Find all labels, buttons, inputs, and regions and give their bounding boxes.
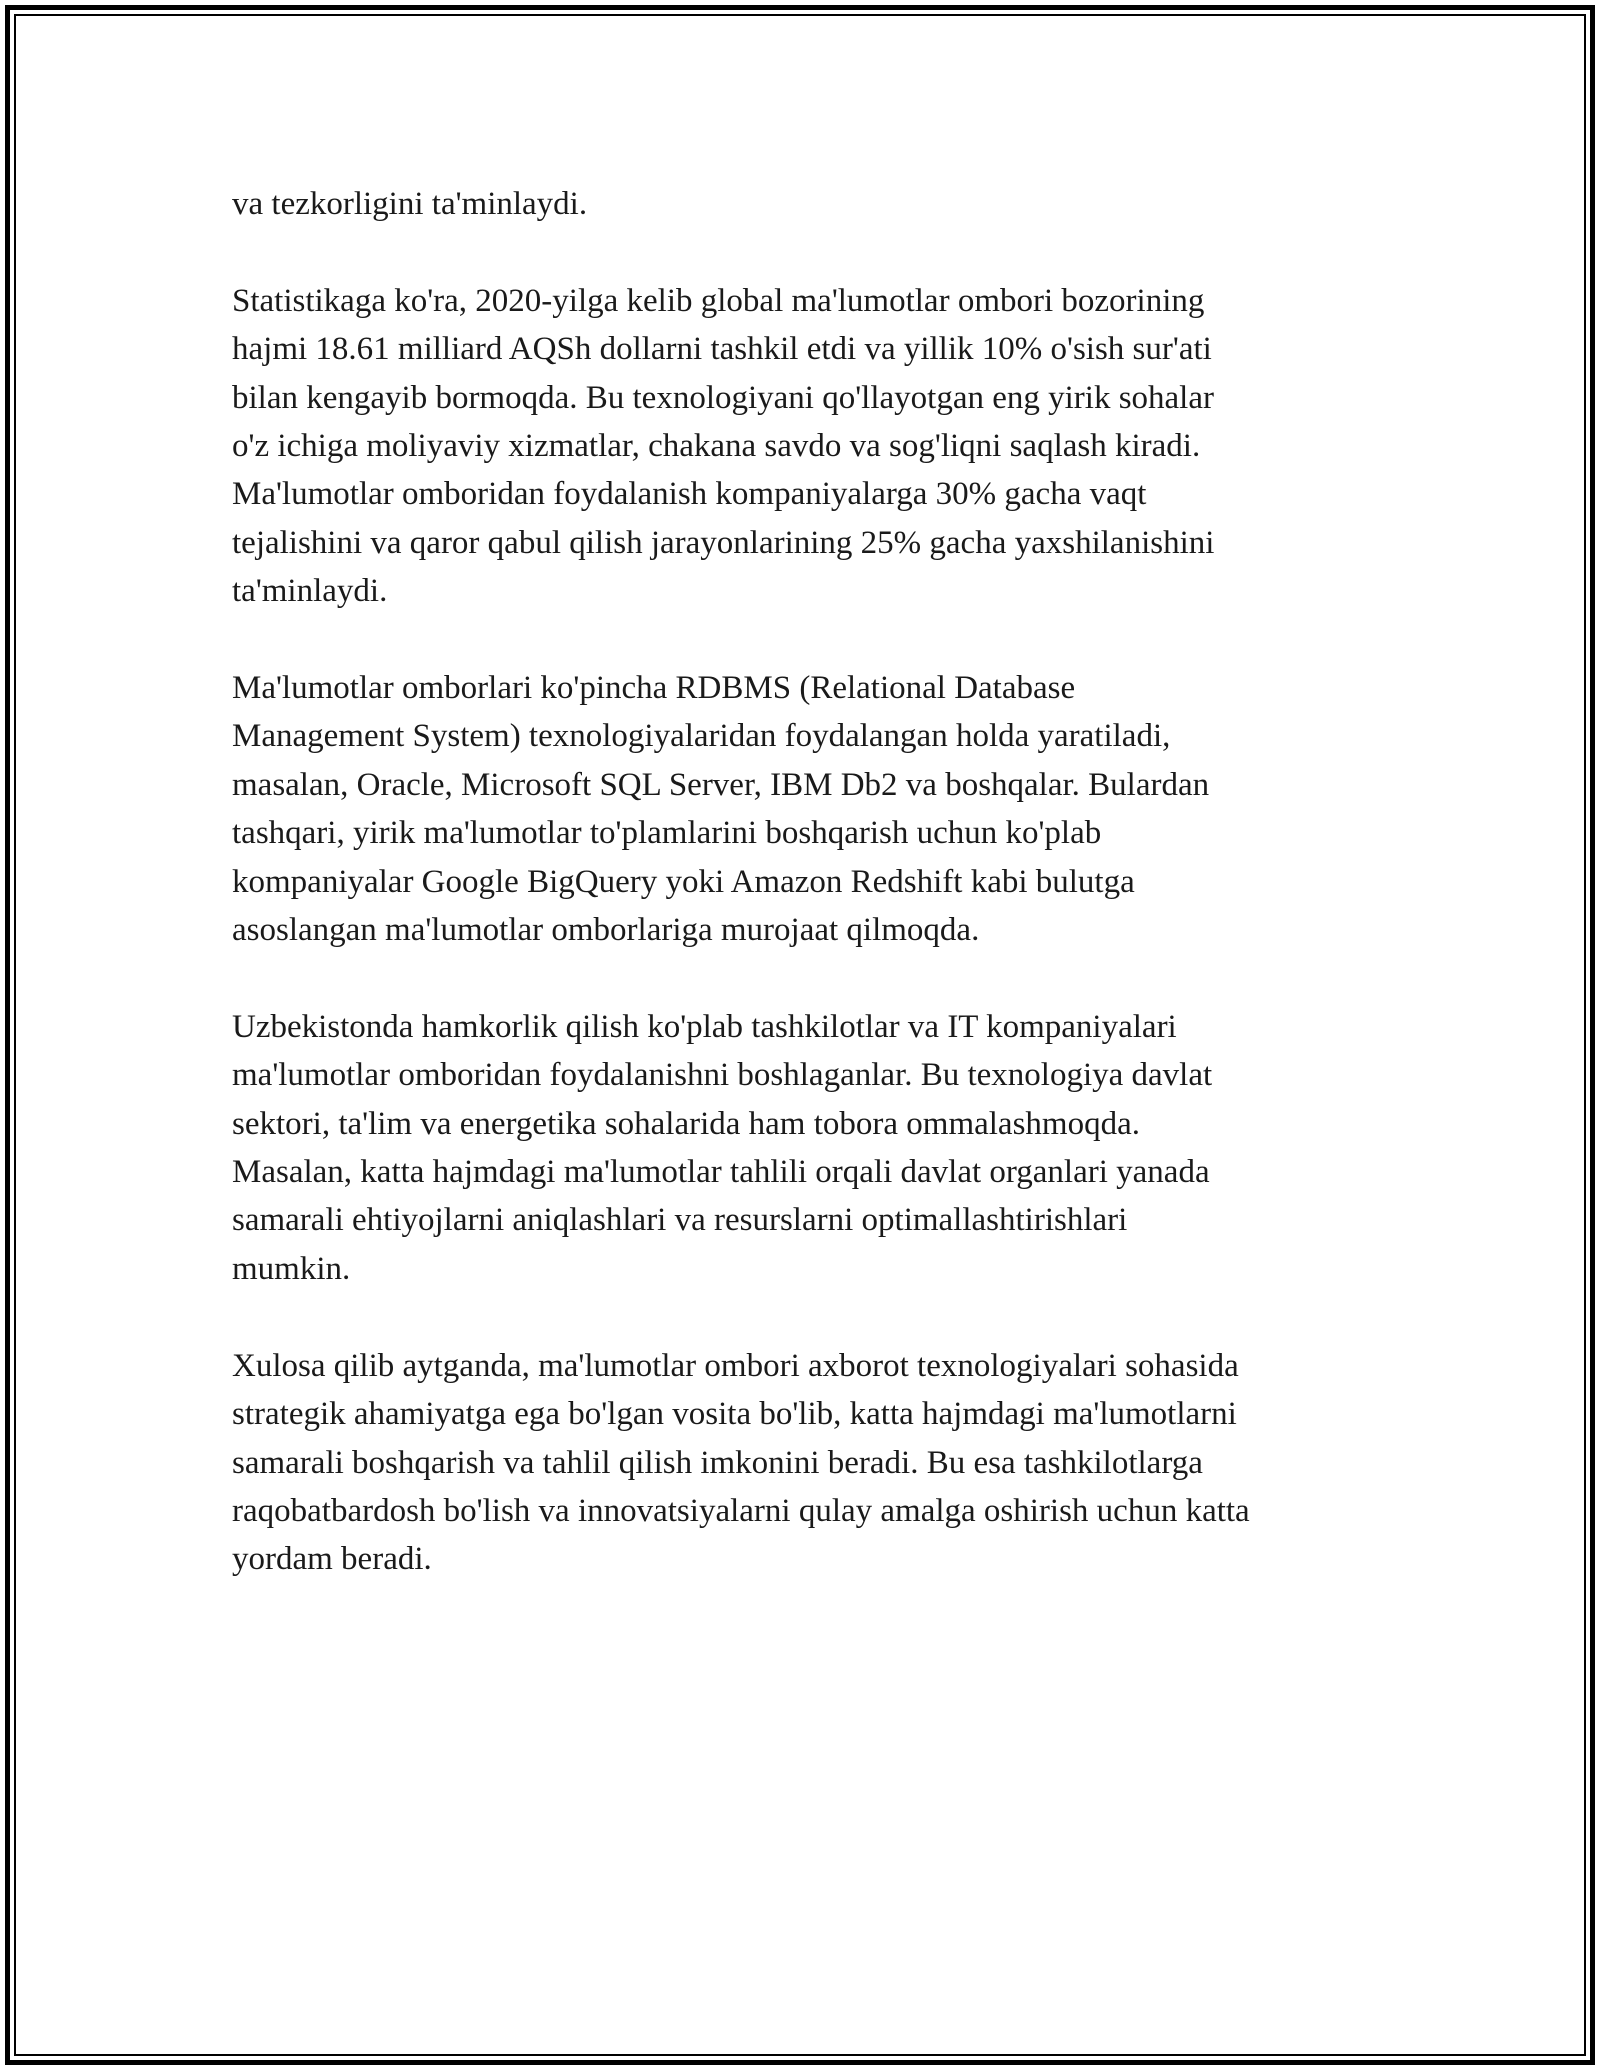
paragraph-statistics: Statistikaga ko'ra, 2020-yilga kelib global ma'lumotlar ombori bozorining hajmi 18.61 milliard AQSh dollarni tashkil etdi va yillik 10% o'sish sur'ati bilan kengayib bormoqda. Bu texnologiyani qo'llayotgan eng yirik sohalar o'z ichiga moliyaviy xizmatlar, chakana savdo va sog'liqni saqlash kiradi. Ma'lumotlar omboridan foydalanish kompaniyalarga 30% gacha vaqt tejalishini va qaror qabul qilish jarayonlarining 25% gacha yaxshilanishini ta'minlaydi. (232, 282, 1215, 610)
document-body (232, 180, 1412, 1632)
paragraph-continuation: va tezkorligini ta'minlaydi. (232, 186, 588, 222)
paragraph-rdbms: Ma'lumotlar omborlari ko'pincha RDBMS (Relational Database Management System) texnologiyalaridan foydalangan holda yaratiladi, masalan, Oracle, Microsoft SQL Server, IBM Db2 va boshqalar. Bulardan tashqari, yirik ma'lumotlar to'plamlarini boshqarish uchun ko'plab kompaniyalar Google BigQuery yoki Amazon Redshift kabi bulutga asoslangan ma'lumotlar omborlariga murojaat qilmoqda. (232, 670, 1210, 949)
paragraph-uzbekistan: Uzbekistonda hamkorlik qilish ko'plab tashkilotlar va IT kompaniyalari ma'lumotlar omboridan foydalanishni boshlaganlar. Bu texnologiya davlat sektori, ta'lim va energetika sohalarida ham tobora ommalashmoqda. Masalan, katta hajmdagi ma'lumotlar tahlili orqali davlat organlari yanada samarali ehtiyojlarni aniqlashlari va resurslarni optimallashtirishlari mumkin. (232, 1008, 1213, 1287)
paragraph-conclusion: Xulosa qilib aytganda, ma'lumotlar ombori axborot texnologiyalari sohasida strategik ahamiyatga ega bo'lgan vosita bo'lib, katta hajmdagi ma'lumotlarni samarali boshqarish va tahlil qilish imkonini beradi. Bu esa tashkilotlarga raqobatbardosh bo'lish va innovatsiyalarni qulay amalga oshirish uchun katta yordam beradi. (232, 1347, 1250, 1578)
